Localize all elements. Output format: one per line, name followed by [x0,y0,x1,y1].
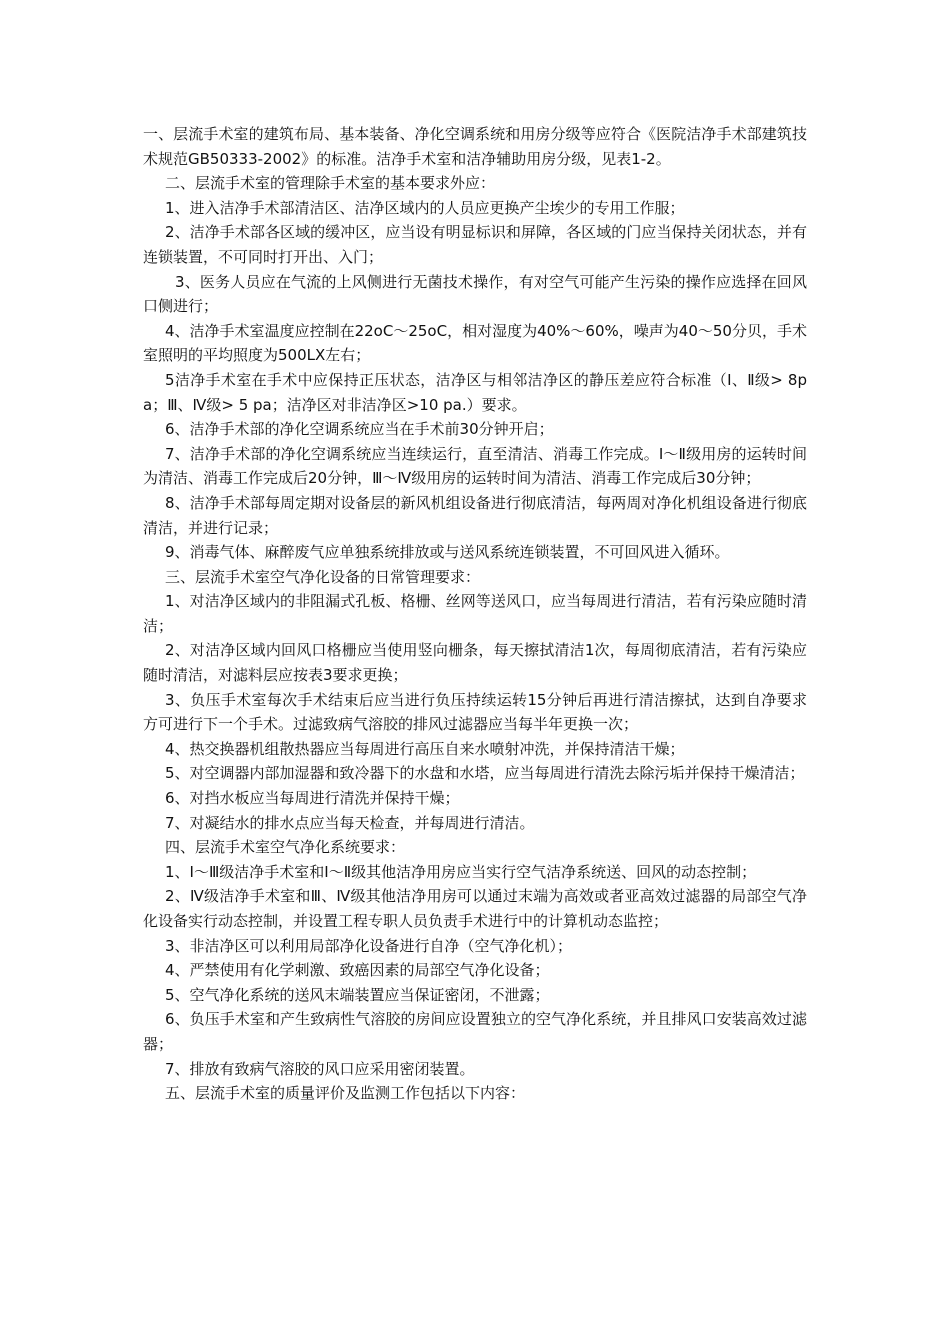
paragraph: 1、进入洁净手术部清洁区、洁净区域内的人员应更换产尘埃少的专用工作服； [165,198,685,217]
paragraph: 5洁净手术室在手术中应保持正压状态，洁净区与相邻洁净区的静压差应符合标准（Ⅰ、Ⅱ级> 8pa；Ⅲ、Ⅳ级> 5 pa；洁净区对非洁净区>10 pa.）要求。 [143,370,807,414]
section-heading: 五、层流手术室的质量评价及监测工作包括以下内容： [165,1084,526,1103]
paragraph: 2、洁净手术部各区域的缓冲区，应当设有明显标识和屏障，各区域的门应当保持关闭状态，并有连锁装置，不可同时打开出、入门； [143,223,807,266]
paragraph: 2、对洁净区域内回风口格栅应当使用竖向栅条，每天擦拭清洁1次，每周彻底清洁，若有污染应随时清洁，对滤料层应按表3要求更换； [143,641,807,685]
section-heading: 四、层流手术室空气净化系统要求： [165,838,406,857]
paragraph: 3、医务人员应在气流的上风侧进行无菌技术操作，有对空气可能产生污染的操作应选择在回风口侧进行； [143,272,807,316]
paragraph: 5、空气净化系统的送风末端装置应当保证密闭，不泄露； [165,985,550,1004]
paragraph: 3、非洁净区可以利用局部净化设备进行自净（空气净化机）； [165,936,573,955]
section-heading: 三、层流手术室空气净化设备的日常管理要求： [165,567,481,586]
paragraph: 6、负压手术室和产生致病性气溶胶的房间应设置独立的空气净化系统，并且排风口安装高效过滤器； [143,1010,807,1053]
paragraph: 4、严禁使用有化学刺激、致癌因素的局部空气净化设备； [165,961,550,980]
paragraph: 3、负压手术室每次手术结束后应当进行负压持续运转15分钟后再进行清洁擦拭，达到自净要求方可进行下一个手术。过滤致病气溶胶的排风过滤器应当每半年更换一次； [143,690,807,734]
paragraph: 5、对空调器内部加湿器和致冷器下的水盘和水塔，应当每周进行清洗去除污垢并保持干燥清洁； [165,764,805,783]
paragraph: 6、对挡水板应当每周进行清洗并保持干燥； [165,789,460,808]
paragraph: 一、层流手术室的建筑布局、基本装备、净化空调系统和用房分级等应符合《医院洁净手术部建筑技术规范GB50333-2002》的标准。洁净手术室和洁净辅助用房分级，见表1-2。 [143,125,807,168]
paragraph: 9、消毒气体、麻醉废气应单独系统排放或与送风系统连锁装置，不可回风进入循环。 [165,543,730,562]
paragraph: 7、洁净手术部的净化空调系统应当连续运行，直至清洁、消毒工作完成。Ⅰ～Ⅱ级用房的运转时间为清洁、消毒工作完成后20分钟，Ⅲ～Ⅳ级用房的运转时间为清洁、消毒工作完成后30分钟； [143,444,807,488]
document-body [143,122,807,1106]
section-heading: 二、层流手术室的管理除手术室的基本要求外应： [165,174,496,193]
paragraph: 7、排放有致病气溶胶的风口应采用密闭装置。 [165,1059,475,1078]
paragraph: 6、洁净手术部的净化空调系统应当在手术前30分钟开启； [165,420,554,439]
paragraph: 2、Ⅳ级洁净手术室和Ⅲ、Ⅳ级其他洁净用房可以通过末端为高效或者亚高效过滤器的局部空气净化设备实行动态控制，并设置工程专职人员负责手术进行中的计算机动态监控； [143,887,807,930]
paragraph: 4、热交换器机组散热器应当每周进行高压自来水喷射冲洗，并保持清洁干燥； [165,739,685,758]
paragraph: 7、对凝结水的排水点应当每天检查，并每周进行清洁。 [165,813,535,832]
paragraph: 4、洁净手术室温度应控制在22oC～25oC，相对湿度为40%～60%，噪声为40～50分贝，手术室照明的平均照度为500LX左右； [143,321,807,365]
paragraph: 1、Ⅰ～Ⅲ级洁净手术室和Ⅰ～Ⅱ级其他洁净用房应当实行空气洁净系统送、回风的动态控制； [165,862,757,881]
paragraph: 1、对洁净区域内的非阻漏式孔板、格栅、丝网等送风口，应当每周进行清洁，若有污染应随时清洁； [143,592,807,635]
paragraph: 8、洁净手术部每周定期对设备层的新风机组设备进行彻底清洁，每两周对净化机组设备进行彻底清洁，并进行记录； [143,493,807,537]
